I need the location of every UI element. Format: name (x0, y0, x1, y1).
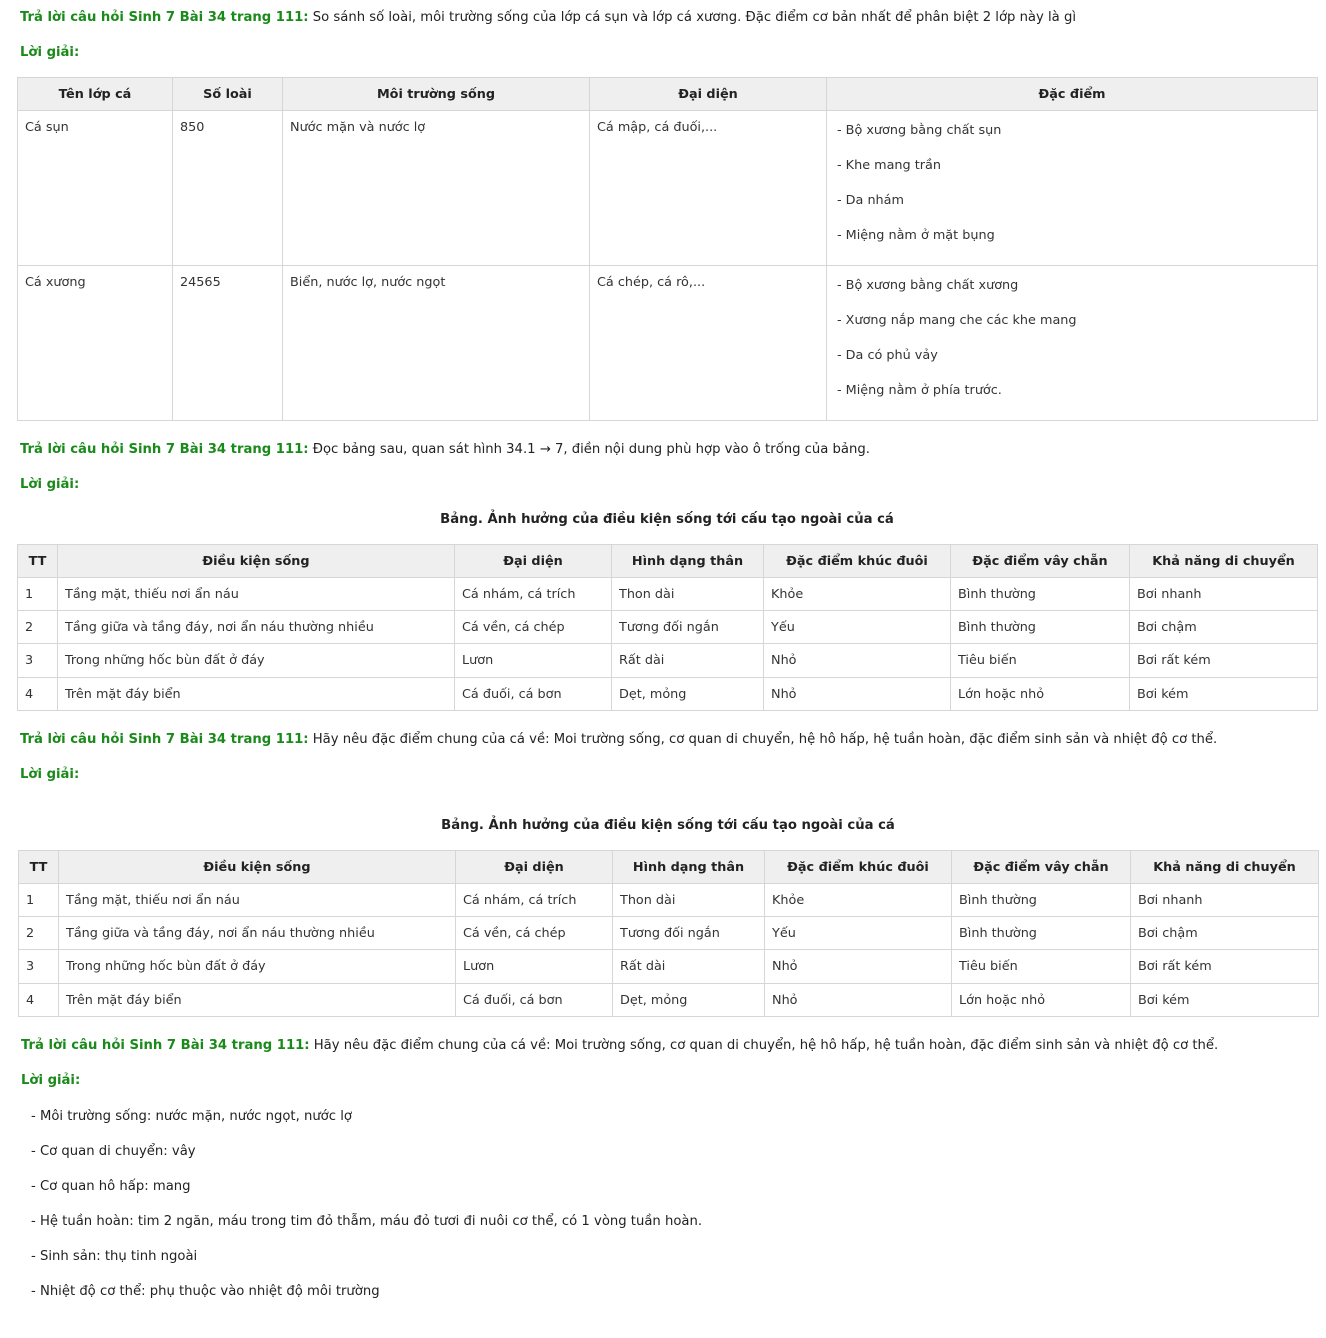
column-header: Đặc điểm vây chẵn (952, 851, 1131, 884)
table-cell: Cá đuối, cá bơn (456, 984, 613, 1017)
column-header: Đặc điểm (827, 78, 1318, 111)
table-cell: Bơi nhanh (1130, 578, 1318, 611)
question-3 (20, 732, 1217, 747)
question-3 (21, 1038, 1218, 1053)
table-cell: Lươn (455, 644, 612, 678)
answer-item: - Môi trường sống: nước mặn, nước ngọt, nước lợ (31, 1109, 352, 1124)
table-cell: Tầng giữa và tầng đáy, nơi ẩn náu thường nhiều (58, 611, 455, 644)
table-cell: Bơi kém (1130, 678, 1318, 711)
question-label: Trả lời câu hỏi Sinh 7 Bài 34 trang 111: (20, 732, 309, 747)
living-conditions-table (17, 544, 1318, 711)
features-cell (827, 266, 1318, 421)
solution-label: Lời giải: (20, 477, 80, 492)
table-cell: Bơi rất kém (1130, 644, 1318, 678)
question-label: Trả lời câu hỏi Sinh 7 Bài 34 trang 111: (20, 10, 309, 25)
table-cell: Thon dài (612, 578, 764, 611)
table-cell: Cá nhám, cá trích (456, 884, 613, 917)
feature-item: - Bộ xương bằng chất sụn (837, 123, 1002, 138)
column-header: Môi trường sống (283, 78, 590, 111)
table-cell: Bơi rất kém (1131, 950, 1319, 984)
table-cell: Tầng mặt, thiếu nơi ẩn náu (59, 884, 456, 917)
table-row (19, 950, 1319, 984)
features-cell (827, 111, 1318, 266)
table-caption: Bảng. Ảnh hưởng của điều kiện sống tới cấu tạo ngoài của cá (441, 818, 895, 833)
table-cell: 2 (18, 611, 58, 644)
table-header-row (18, 78, 1318, 111)
question-1 (20, 10, 1076, 25)
table-cell: 4 (18, 678, 58, 711)
table-cell: Yếu (765, 917, 952, 950)
column-header: Đại diện (590, 78, 827, 111)
table-cell: Dẹt, mỏng (612, 678, 764, 711)
column-header: Hình dạng thân (612, 545, 764, 578)
table-cell: Bơi nhanh (1131, 884, 1319, 917)
table-cell: Yếu (764, 611, 951, 644)
fish-class-comparison-table (17, 77, 1318, 421)
answer-item: - Cơ quan hô hấp: mang (31, 1179, 191, 1194)
column-header: Số loài (173, 78, 283, 111)
feature-item: - Da nhám (837, 193, 904, 208)
table-cell: Bình thường (952, 884, 1131, 917)
table-cell: 4 (19, 984, 59, 1017)
table-cell: 1 (19, 884, 59, 917)
table-row (18, 578, 1318, 611)
answer-item: - Hệ tuần hoàn: tim 2 ngăn, máu trong tim đỏ thẫm, máu đỏ tươi đi nuôi cơ thể, có 1 vòng tuần hoàn. (31, 1214, 703, 1229)
table-cell: Lớn hoặc nhỏ (951, 678, 1130, 711)
table-cell: Bơi chậm (1131, 917, 1319, 950)
table-cell: Trên mặt đáy biển (58, 678, 455, 711)
question-text: So sánh số loài, môi trường sống của lớp cá sụn và lớp cá xương. Đặc điểm cơ bản nhất để phân biệt 2 lớp này là gì (308, 10, 1076, 25)
table-cell: Dẹt, mỏng (613, 984, 765, 1017)
column-header: Tên lớp cá (18, 78, 173, 111)
table-row (18, 644, 1318, 678)
table-cell: Bình thường (952, 917, 1131, 950)
class-name-cell: Cá xương (18, 266, 173, 421)
table-cell: Trong những hốc bùn đất ở đáy (59, 950, 456, 984)
table-cell: Tiêu biến (951, 644, 1130, 678)
question-text: Hãy nêu đặc điểm chung của cá về: Moi trường sống, cơ quan di chuyển, hệ hô hấp, hệ tuần hoàn, đặc điểm sinh sản và nhiệt độ cơ thể. (308, 732, 1218, 747)
column-header: Đại diện (455, 545, 612, 578)
table-cell: Tương đối ngắn (613, 917, 765, 950)
feature-item: - Miệng nằm ở phía trước. (837, 383, 1002, 398)
table-cell: Nhỏ (764, 678, 951, 711)
table-cell: Cá đuối, cá bơn (455, 678, 612, 711)
table-cell: Bơi chậm (1130, 611, 1318, 644)
question-text: Hãy nêu đặc điểm chung của cá về: Moi trường sống, cơ quan di chuyển, hệ hô hấp, hệ tuần hoàn, đặc điểm sinh sản và nhiệt độ cơ thể. (309, 1038, 1219, 1053)
table-cell: 3 (19, 950, 59, 984)
feature-item: - Da có phủ vảy (837, 348, 938, 363)
solution-label: Lời giải: (20, 45, 80, 60)
table-cell: Lớn hoặc nhỏ (952, 984, 1131, 1017)
table-header-row (18, 545, 1318, 578)
question-text: Đọc bảng sau, quan sát hình 34.1 → 7, điền nội dung phù hợp vào ô trống của bảng. (308, 442, 870, 457)
representative-cell: Cá mập, cá đuối,... (590, 111, 827, 266)
table-cell: Tương đối ngắn (612, 611, 764, 644)
living-conditions-table (18, 850, 1319, 1017)
table-header-row (19, 851, 1319, 884)
solution-label: Lời giải: (21, 1073, 81, 1088)
table-cell: Nhỏ (764, 644, 951, 678)
table-cell: Bơi kém (1131, 984, 1319, 1017)
table-cell: Bình thường (951, 611, 1130, 644)
answer-list (31, 1108, 702, 1318)
table-caption: Bảng. Ảnh hưởng của điều kiện sống tới cấu tạo ngoài của cá (440, 512, 894, 527)
table-row (18, 611, 1318, 644)
column-header: TT (19, 851, 59, 884)
table-cell: Rất dài (612, 644, 764, 678)
column-header: TT (18, 545, 58, 578)
table-cell: 3 (18, 644, 58, 678)
species-count-cell: 24565 (173, 266, 283, 421)
table-cell: Nhỏ (765, 950, 952, 984)
table-cell: Khỏe (765, 884, 952, 917)
answer-item: - Nhiệt độ cơ thể: phụ thuộc vào nhiệt độ môi trường (31, 1284, 380, 1299)
table-cell: Tiêu biến (952, 950, 1131, 984)
feature-item: - Bộ xương bằng chất xương (837, 278, 1019, 293)
table-cell: Cá vền, cá chép (455, 611, 612, 644)
table-cell: Rất dài (613, 950, 765, 984)
column-header: Khả năng di chuyển (1131, 851, 1319, 884)
table-cell: Nhỏ (765, 984, 952, 1017)
solution-label: Lời giải: (20, 767, 80, 782)
table-cell: Cá vền, cá chép (456, 917, 613, 950)
column-header: Đặc điểm khúc đuôi (765, 851, 952, 884)
feature-item: - Khe mang trần (837, 158, 941, 173)
column-header: Đặc điểm vây chẵn (951, 545, 1130, 578)
class-name-cell: Cá sụn (18, 111, 173, 266)
answer-item: - Sinh sản: thụ tinh ngoài (31, 1249, 198, 1264)
question-label: Trả lời câu hỏi Sinh 7 Bài 34 trang 111: (20, 442, 309, 457)
table-cell: Trong những hốc bùn đất ở đáy (58, 644, 455, 678)
table-cell: Bình thường (951, 578, 1130, 611)
table-cell: Khỏe (764, 578, 951, 611)
answer-item: - Cơ quan di chuyển: vây (31, 1144, 196, 1159)
feature-item: - Miệng nằm ở mặt bụng (837, 228, 995, 243)
habitat-cell: Biển, nước lợ, nước ngọt (283, 266, 590, 421)
table-cell: Trên mặt đáy biển (59, 984, 456, 1017)
column-header: Điều kiện sống (59, 851, 456, 884)
table-cell: Tầng giữa và tầng đáy, nơi ẩn náu thường nhiều (59, 917, 456, 950)
table-row (18, 266, 1318, 421)
habitat-cell: Nước mặn và nước lợ (283, 111, 590, 266)
table-cell: Cá nhám, cá trích (455, 578, 612, 611)
column-header: Điều kiện sống (58, 545, 455, 578)
table-row (19, 984, 1319, 1017)
question-label: Trả lời câu hỏi Sinh 7 Bài 34 trang 111: (21, 1038, 310, 1053)
column-header: Đại diện (456, 851, 613, 884)
table-cell: Tầng mặt, thiếu nơi ẩn náu (58, 578, 455, 611)
table-row (18, 678, 1318, 711)
table-cell: Lươn (456, 950, 613, 984)
table-row (18, 111, 1318, 266)
table-row (19, 917, 1319, 950)
table-cell: 2 (19, 917, 59, 950)
representative-cell: Cá chép, cá rô,... (590, 266, 827, 421)
feature-item: - Xương nắp mang che các khe mang (837, 313, 1077, 328)
question-2 (20, 442, 870, 457)
species-count-cell: 850 (173, 111, 283, 266)
column-header: Khả năng di chuyển (1130, 545, 1318, 578)
table-row (19, 884, 1319, 917)
column-header: Hình dạng thân (613, 851, 765, 884)
table-cell: Thon dài (613, 884, 765, 917)
table-cell: 1 (18, 578, 58, 611)
column-header: Đặc điểm khúc đuôi (764, 545, 951, 578)
